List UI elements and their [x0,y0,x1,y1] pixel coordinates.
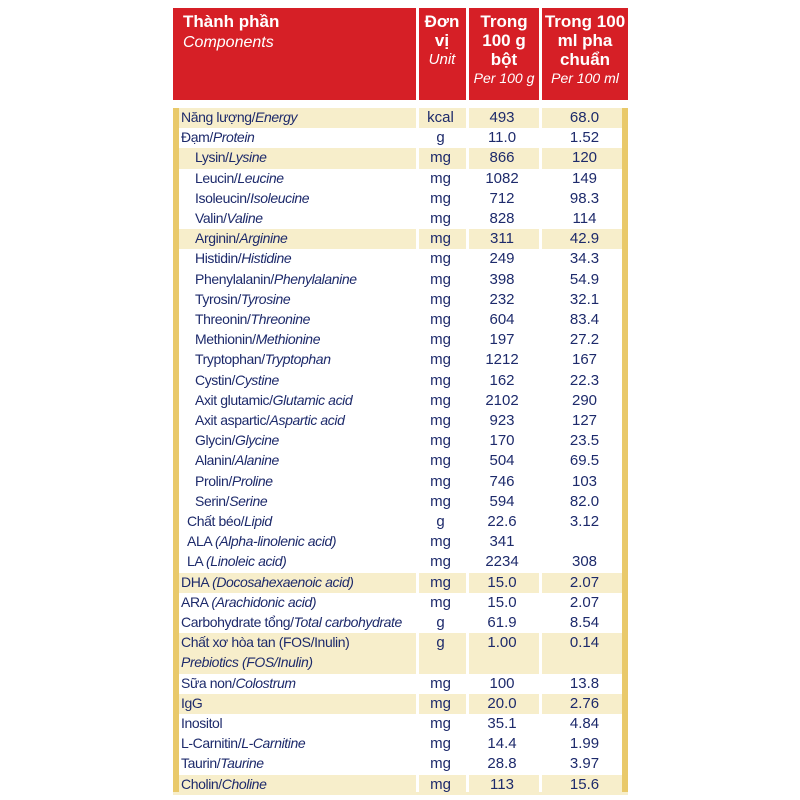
per-100ml-value: 34.3 [569,250,600,268]
component-label [181,594,316,610]
component-label [195,412,345,428]
component-label [181,755,264,771]
table-row [173,613,628,633]
right-border-strip [622,108,628,792]
component-name-en: (Linoleic acid) [206,553,287,570]
component-label [181,614,402,630]
component-name-en: Prebiotics (FOS/Inulin) [181,654,313,671]
unit-cell: mg [430,169,451,187]
per-100g-value: 35.1 [487,715,517,732]
component-name-vi: IgG [181,694,203,711]
per-100ml-value: 69.5 [569,452,600,470]
component-label [195,149,266,165]
unit-cell: mg [430,735,451,753]
component-label [195,452,279,468]
per-100g-value: 20.0 [487,694,517,712]
column-divider [416,8,419,792]
component-name-vi: Cholin/ [181,775,222,792]
component-label [195,190,309,206]
component-name-en: Choline [221,775,267,792]
per-100ml-value: 2.76 [569,694,600,712]
component-name-en: Tyrosine [240,290,291,307]
header-per-100g-vi: Trong 100 g bột [480,12,528,69]
per-100ml-value: 15.6 [569,775,600,793]
unit-cell: mg [430,311,451,328]
component-name-en: Lysine [228,149,267,166]
table-row [173,330,628,350]
per-100ml-value: 2.07 [569,573,600,591]
component-name-en: Arginine [239,230,288,247]
per-100ml-value: 1.52 [569,129,600,147]
per-100ml-value: 23.5 [569,432,600,450]
component-name-vi: Sữa non/ [181,674,236,691]
component-name-vi: Glycin/ [195,432,235,449]
header-per-100g-en: Per 100 g [473,70,535,86]
per-100ml-value: 114 [572,210,597,227]
per-100ml-value: 120 [571,149,598,167]
unit-cell: g [436,614,445,631]
per-100g-value: 162 [489,371,515,389]
component-name-vi: Axit aspartic/ [195,412,270,428]
table-row [173,552,628,572]
unit-cell: mg [430,472,451,490]
table-row [173,148,628,168]
per-100ml-value: 82.0 [569,492,600,510]
component-name-vi: Chất béo/ [187,513,245,529]
component-label [181,129,254,145]
unit-cell: mg [430,553,451,571]
component-name-vi: ALA [187,533,215,550]
per-100g-value: 2234 [485,553,519,571]
unit-cell: mg [430,432,451,450]
component-label [181,574,353,590]
component-name-vi: Prolin/ [195,472,232,489]
component-name-vi: Axit glutamic/ [195,391,273,408]
table-row [173,512,628,532]
unit-cell: mg [430,755,451,773]
table-row [173,573,628,593]
component-name-en: Energy [255,109,298,125]
per-100g-value: 712 [489,189,515,207]
unit-cell: mg [430,149,451,167]
component-name-vi: Taurin/ [181,755,221,772]
nutrition-table [173,8,628,792]
per-100ml-value: 98.3 [569,189,600,207]
component-name-vi: Đạm/ [181,129,213,146]
per-100g-value: 398 [489,270,515,288]
component-label [187,513,272,529]
component-name-vi: Histidin/ [195,250,242,267]
component-name-vi: Carbohydrate tổng/ [181,614,294,630]
component-name-vi: LA [187,553,207,570]
header-components [183,8,413,100]
per-100ml-value: 2.07 [569,593,600,611]
component-label [181,735,305,751]
per-100ml-value: 42.9 [569,230,600,248]
table-row [173,532,628,552]
unit-cell: mg [430,694,451,712]
table-row [173,775,628,795]
component-name-en: Colostrum [235,674,296,691]
component-label [195,250,291,266]
component-label [181,715,222,731]
unit-cell: mg [430,674,451,692]
component-name-vi: ARA [181,593,212,610]
unit-cell: mg [430,593,451,611]
table-row [173,169,628,189]
per-100ml-value: 127 [571,412,598,429]
component-name-en: Protein [212,129,255,146]
component-name-vi: Isoleucin/ [195,189,251,206]
component-name-vi: Tyrosin/ [195,290,241,307]
component-name-vi: Tryptophan/ [195,351,265,368]
table-row [173,451,628,471]
component-name-vi: Threonin/ [195,311,251,327]
per-100g-value: 61.9 [487,614,517,631]
component-name-vi: Valin/ [195,210,227,226]
table-row [173,108,628,128]
unit-cell: mg [430,715,451,732]
header-per-100ml-en: Per 100 ml [551,70,619,86]
per-100ml-value: 3.97 [569,755,600,773]
component-label [195,473,273,489]
per-100g-value: 866 [489,149,515,167]
component-label [181,634,349,650]
per-100ml-value: 27.2 [569,331,600,349]
table-row [173,472,628,492]
per-100ml-value: 68.0 [569,109,600,126]
table-row [173,674,628,694]
component-name-vi: Năng lượng/ [181,109,256,125]
component-name-en: Glutamic acid [272,391,353,408]
component-label [195,392,352,408]
unit-cell: mg [430,331,451,349]
column-divider [539,8,542,792]
per-100g-value: 11.0 [487,129,517,147]
per-100g-value: 249 [489,250,515,268]
unit-cell: kcal [427,109,454,126]
unit-cell: mg [430,270,451,288]
component-label [195,291,290,307]
component-name-vi: DHA [181,573,213,590]
per-100g-value: 828 [489,210,515,227]
header-divider [173,100,628,108]
component-name-vi: Arginin/ [195,230,240,247]
per-100ml-value: 83.4 [569,311,600,328]
component-name-en: Tryptophan [264,351,331,368]
unit-cell: mg [430,492,451,510]
component-name-en: L-Carnitine [241,735,306,752]
component-name-en: Proline [231,472,273,489]
component-label [195,210,263,226]
per-100g-value: 15.0 [487,593,517,611]
per-100g-value: 1.00 [487,634,517,652]
table-row [173,593,628,613]
unit-cell: mg [430,250,451,268]
component-name-en: Serine [229,492,268,509]
per-100ml-value: 54.9 [569,270,600,288]
component-name-en: Taurine [220,755,264,772]
component-name-en: Threonine [250,311,310,327]
per-100ml-value: 8.54 [569,614,600,631]
per-100g-value: 15.0 [487,573,517,591]
per-100ml-value: 149 [571,169,598,187]
component-name-vi: Cystin/ [195,371,235,388]
component-label [195,493,267,509]
component-label [181,109,297,125]
unit-cell: mg [430,351,451,369]
per-100g-value: 232 [489,290,515,308]
unit-cell: mg [430,533,451,551]
table-row [173,310,628,330]
per-100g-value: 341 [489,533,515,551]
component-name-en: Lipid [244,513,272,529]
unit-cell: mg [430,775,451,793]
table-row [173,633,628,653]
component-name-vi: Leucin/ [195,169,238,186]
component-label [195,271,357,287]
header-per-100g [469,8,539,100]
component-name-en: (Alpha-linolenic acid) [214,533,337,550]
unit-cell: mg [430,210,451,227]
component-label [187,553,286,569]
table-row [173,411,628,431]
component-name-vi: Serin/ [195,492,230,509]
component-name-vi: Inositol [181,715,223,731]
unit-cell: mg [430,573,451,591]
table-row [173,270,628,290]
per-100g-value: 594 [489,492,515,510]
unit-cell: mg [430,290,451,308]
unit-cell: g [436,634,445,652]
table-row [173,653,628,673]
per-100ml-value: 0.14 [569,634,600,652]
per-100ml-value: 32.1 [569,290,600,308]
per-100g-value: 1212 [485,351,519,369]
component-label [195,331,320,347]
per-100ml-value: 13.8 [569,674,600,692]
component-name-vi: L-Carnitin/ [181,735,242,752]
left-border-strip [173,108,179,792]
unit-cell: g [436,513,445,530]
unit-cell: mg [430,371,451,389]
header-unit [418,8,466,100]
per-100g-value: 504 [489,452,515,470]
per-100ml-value: 167 [571,351,598,369]
table-row [173,391,628,411]
per-100g-value: 22.6 [487,513,517,530]
per-100g-value: 113 [490,775,514,793]
component-name-en: Cystine [235,371,279,388]
per-100g-value: 100 [489,674,515,692]
component-label [181,654,313,670]
unit-cell: mg [430,189,451,207]
per-100ml-value: 290 [571,391,598,409]
unit-cell: g [436,129,445,147]
per-100ml-value: 103 [571,472,598,490]
component-name-vi: Lysin/ [195,149,229,166]
per-100g-value: 923 [489,412,515,429]
component-name-en: Glycine [235,432,279,449]
table-row [173,189,628,209]
table-row [173,694,628,714]
per-100g-value: 170 [489,432,515,450]
per-100ml-value: 22.3 [569,371,600,389]
header-per-100ml-vi: Trong 100 ml pha chuẩn [544,12,626,69]
component-name-vi: Alanin/ [195,452,236,469]
per-100g-value: 197 [489,331,515,349]
component-label [195,311,310,327]
per-100g-value: 604 [489,311,515,328]
table-row [173,754,628,774]
table-row [173,714,628,734]
table-row [173,350,628,370]
per-100ml-value: 3.12 [569,513,600,530]
per-100g-value: 746 [489,472,515,490]
table-row [173,734,628,754]
header-per-100ml [542,8,628,100]
component-label [195,432,279,448]
component-name-vi: Methionin/ [195,331,256,348]
component-name-vi: Chất xơ hòa tan (FOS/Inulin) [181,634,350,651]
header-components-vi: Thành phần [183,12,280,31]
table-row [173,431,628,451]
component-label [181,695,202,711]
table-header [173,8,628,100]
component-label [195,170,284,186]
table-row [173,371,628,391]
per-100g-value: 311 [490,230,514,248]
component-name-en: Phenylalanine [273,270,357,287]
table-row [173,128,628,148]
component-name-en: Valine [226,210,263,226]
per-100ml-value: 308 [571,553,598,571]
header-unit-en: Unit [428,51,456,68]
per-100g-value: 1082 [485,169,519,187]
header-unit-vi: Đơn vị [424,12,460,50]
component-label [195,351,331,367]
per-100g-value: 2102 [485,391,519,409]
unit-cell: mg [430,412,451,429]
component-label [181,776,266,792]
per-100ml-value: 1.99 [569,735,600,753]
per-100g-value: 28.8 [487,755,517,773]
component-name-en: Total carbohydrate [293,614,402,630]
component-name-en: Isoleucine [250,189,310,206]
unit-cell: mg [430,230,451,248]
component-name-en: (Docosahexaenoic acid) [212,573,354,590]
component-label [195,372,279,388]
unit-cell: mg [430,452,451,470]
table-row [173,249,628,269]
table-row [173,492,628,512]
per-100ml-value: 4.84 [569,715,600,732]
per-100g-value: 493 [489,109,515,126]
unit-cell: mg [430,391,451,409]
component-name-vi: Phenylalanin/ [195,270,274,287]
header-components-en: Components [183,34,274,51]
component-label [195,230,287,246]
table-row [173,290,628,310]
component-name-en: Alanine [235,452,279,469]
component-label [181,675,296,691]
component-name-en: Leucine [237,169,284,186]
component-name-en: Histidine [241,250,292,267]
component-label [187,533,336,549]
component-name-en: (Arachidonic acid) [211,593,317,610]
per-100g-value: 14.4 [487,735,517,753]
table-row [173,229,628,249]
component-name-en: Methionine [255,331,321,348]
component-name-en: Aspartic acid [269,412,345,428]
column-divider [466,8,469,792]
table-row [173,209,628,229]
